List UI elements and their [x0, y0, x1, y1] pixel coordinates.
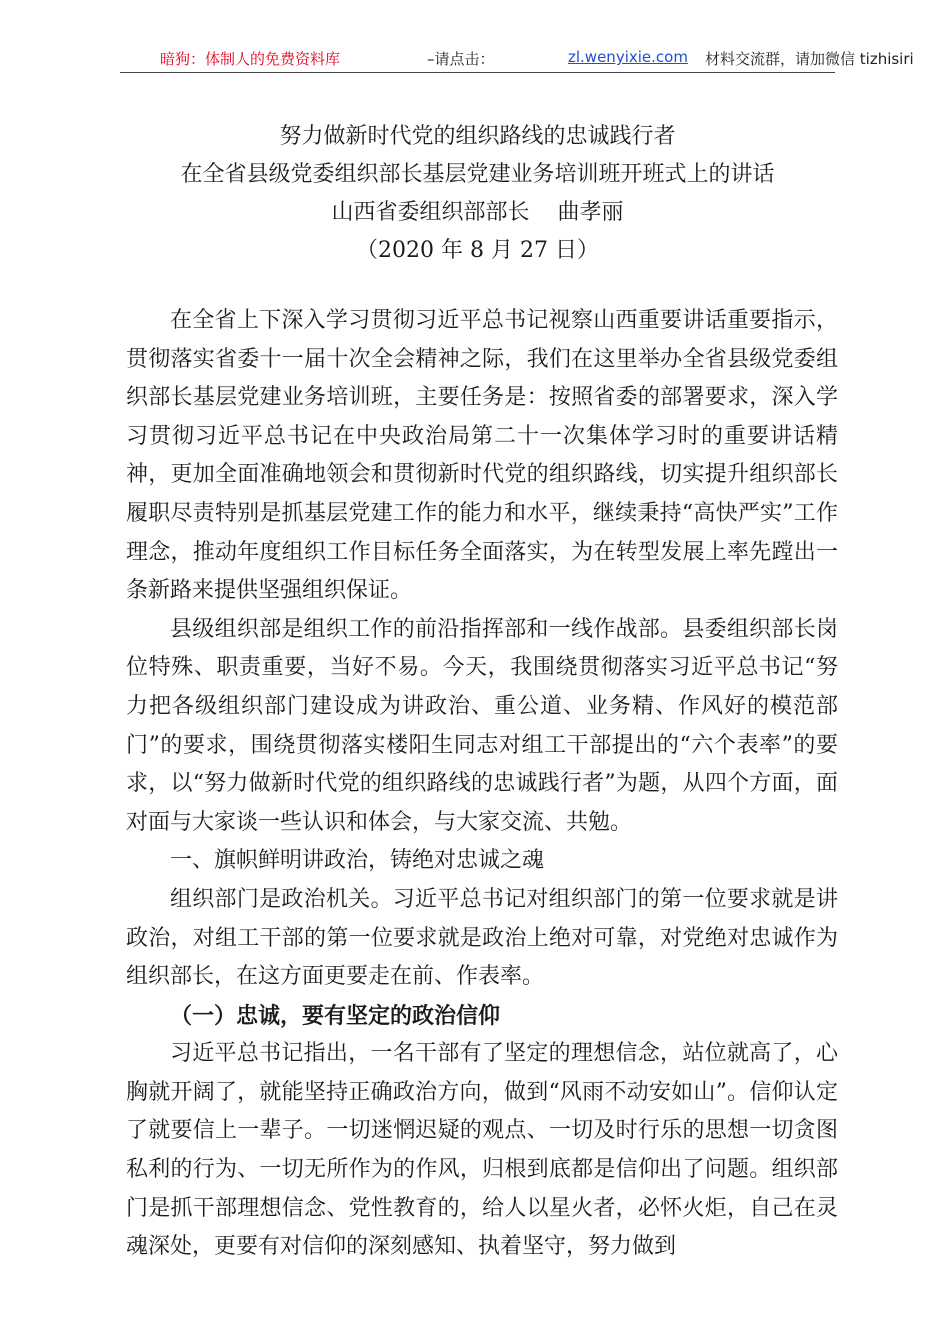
- author-org: 山西省委组织部部长: [331, 200, 530, 225]
- paragraph: 组织部门是政治机关。习近平总书记对组织部门的第一位要求就是讲政治，对组工干部的第一位要求就是政治上绝对可靠，对党绝对忠诚作为组织部长，在这方面更要走在前、作表率。: [126, 886, 838, 990]
- paragraph: 在全省上下深入学习贯彻习近平总书记视察山西重要讲话重要指示，贯彻落实省委十一届十次全会精神之际，我们在这里举办全省县级党委组织部长基层党建业务培训班，主要任务是：按照省委的部署要求，深入学习贯彻习近平总书记在中央政治局第二十一次集体学习时的重要讲话精神，更加全面准确地领会和贯彻新时代党的组织路线，切实提升组织部长履职尽责特别是抓基层党建工作的能力和水平，继续秉持“高快严实”工作理念，推动年度组织工作目标任务全面落实，为在转型发展上率先蹚出一条新路来提供坚强组织保证。: [126, 308, 838, 604]
- paragraph: 习近平总书记指出，一名干部有了坚定的理想信念，站位就高了，心胸就开阔了，就能坚持正确政治方向，做到“风雨不动安如山”。信仰认定了就要信上一辈子。一切迷惘迟疑的观点、一切及时行乐的思想一切贪图私利的行为、一切无所作为的作风，归根到底都是信仰出了问题。组织部门是抓干部理想信念、党性教育的，给人以星火者，必怀火炬，自己在灵魂深处，更要有对信仰的深刻感知、执着坚守，努力做到: [126, 1041, 838, 1260]
- document-date: （2020 年 8 月 27 日）: [356, 238, 599, 263]
- title-block: [120, 118, 835, 270]
- watermark-header: [120, 44, 914, 73]
- header-link[interactable]: zl.wenyixie.com: [568, 48, 688, 66]
- author-name: 曲孝丽: [557, 200, 624, 225]
- header-brand: 暗狗：体制人的免费资料库: [160, 50, 341, 68]
- paragraph: 县级组织部是组织工作的前沿指挥部和一线作战部。县委组织部长岗位特殊、职责重要，当好不易。今天，我围绕贯彻落实习近平总书记“努力把各级组织部门建设成为讲政治、重公道、业务精、作风好的模范部门”的要求，围绕贯彻落实楼阳生同志对组工干部提出的“六个表率”的要求，以“努力做新时代党的组织路线的忠诚践行者”为题，从四个方面，面对面与大家谈一些认识和体会，与大家交流、共勉。: [126, 616, 838, 835]
- section-heading: 一、旗帜鲜明讲政治，铸绝对忠诚之魂: [170, 848, 545, 874]
- author-line: [120, 194, 835, 232]
- document-subtitle: 在全省县级党委组织部长基层党建业务培训班开班式上的讲话: [180, 162, 775, 187]
- header-contact: 材料交流群，请加微信 tizhisiri: [705, 50, 914, 68]
- header-prompt: –请点击：: [427, 50, 495, 68]
- document-title: 努力做新时代党的组织路线的忠诚践行者: [279, 124, 676, 149]
- document-body: [126, 302, 838, 1267]
- subsection-heading: （一）忠诚，要有坚定的政治信仰: [170, 1002, 501, 1029]
